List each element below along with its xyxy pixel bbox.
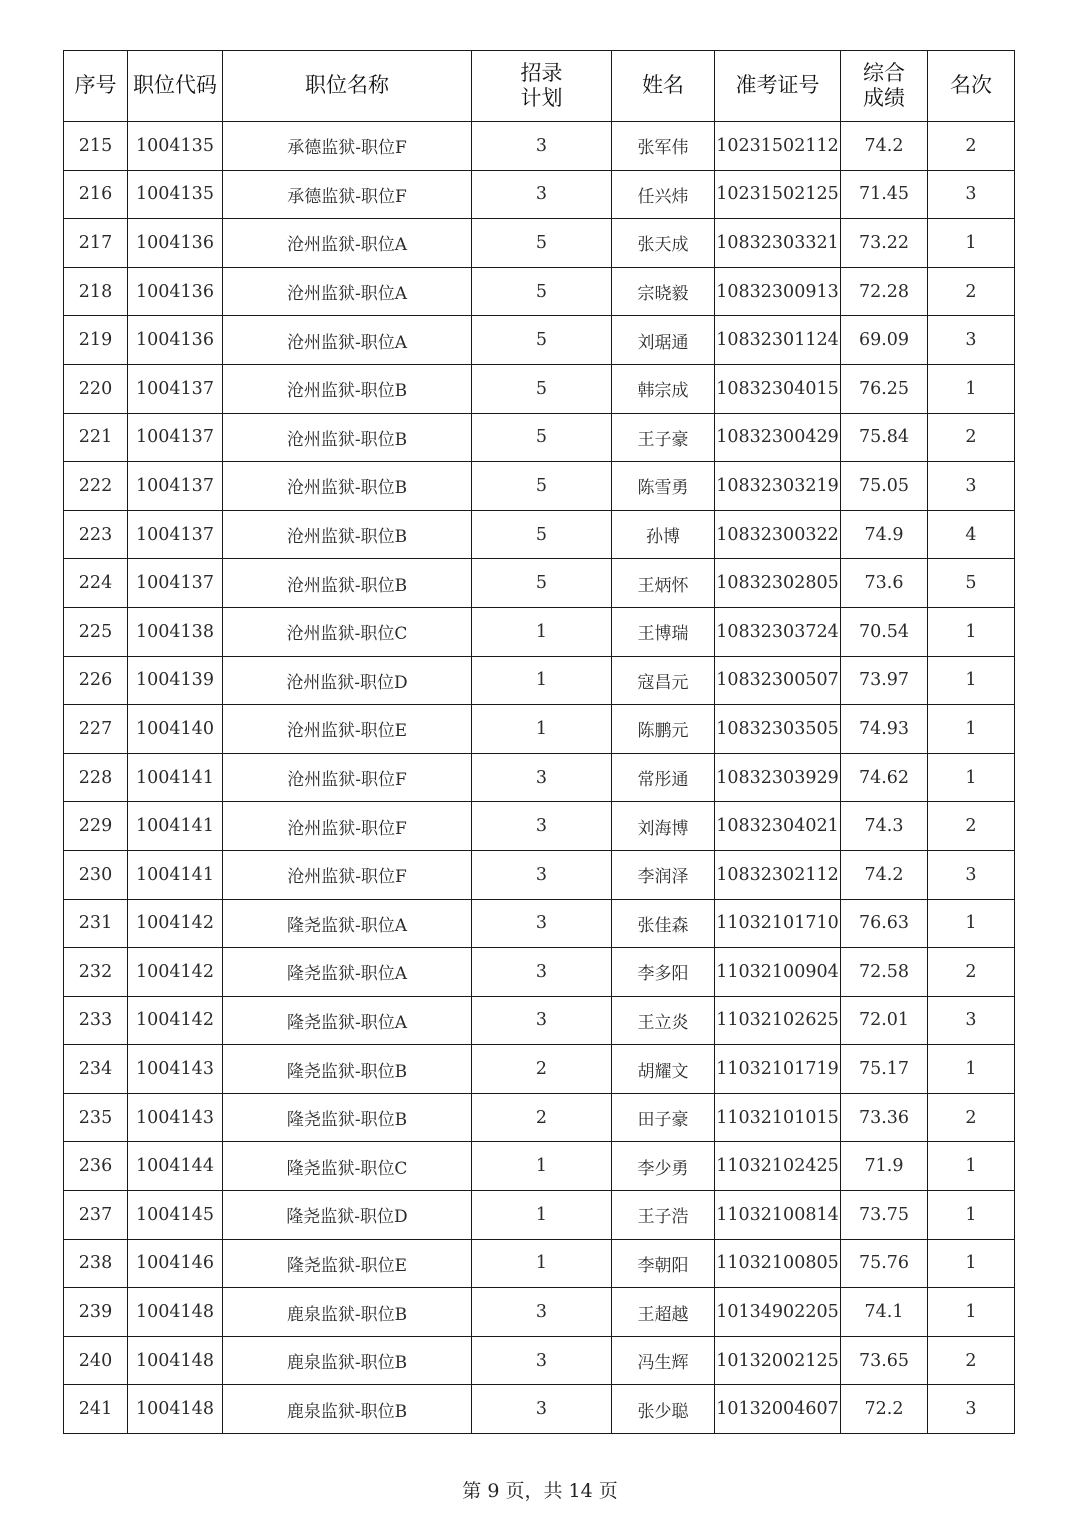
cell-exam-id: 10134902205 xyxy=(715,1288,841,1337)
cell-seq: 239 xyxy=(64,1288,128,1337)
cell-exam-id: 10832304015 xyxy=(715,364,841,413)
cell-position-code: 1004148 xyxy=(128,1336,223,1385)
cell-rank: 2 xyxy=(928,413,1015,462)
cell-position-title: 承德监狱-职位F xyxy=(223,122,472,171)
cell-recruit-plan: 5 xyxy=(472,462,612,511)
cell-score: 76.25 xyxy=(841,364,928,413)
cell-score: 73.75 xyxy=(841,1191,928,1240)
cell-recruit-plan: 1 xyxy=(472,607,612,656)
header-rank: 名次 xyxy=(928,51,1015,122)
table-row xyxy=(64,1142,1015,1191)
cell-position-title: 沧州监狱-职位B xyxy=(223,559,472,608)
cell-score: 73.22 xyxy=(841,219,928,268)
cell-candidate-name: 王超越 xyxy=(612,1288,715,1337)
cell-seq: 224 xyxy=(64,559,128,608)
cell-rank: 2 xyxy=(928,948,1015,997)
cell-position-code: 1004137 xyxy=(128,413,223,462)
cell-rank: 3 xyxy=(928,850,1015,899)
cell-candidate-name: 田子豪 xyxy=(612,1093,715,1142)
cell-exam-id: 11032102625 xyxy=(715,996,841,1045)
cell-position-title: 沧州监狱-职位B xyxy=(223,510,472,559)
cell-candidate-name: 王博瑞 xyxy=(612,607,715,656)
cell-candidate-name: 冯生辉 xyxy=(612,1336,715,1385)
cell-score: 76.63 xyxy=(841,899,928,948)
cell-score: 71.45 xyxy=(841,170,928,219)
cell-score: 74.93 xyxy=(841,705,928,754)
cell-exam-id: 10832303321 xyxy=(715,219,841,268)
header-score xyxy=(841,51,928,122)
cell-position-title: 鹿泉监狱-职位B xyxy=(223,1288,472,1337)
cell-seq: 220 xyxy=(64,364,128,413)
cell-candidate-name: 宗晓毅 xyxy=(612,267,715,316)
cell-candidate-name: 李多阳 xyxy=(612,948,715,997)
cell-score: 71.9 xyxy=(841,1142,928,1191)
cell-seq: 229 xyxy=(64,802,128,851)
cell-candidate-name: 孙博 xyxy=(612,510,715,559)
cell-position-title: 沧州监狱-职位B xyxy=(223,413,472,462)
cell-exam-id: 10832300429 xyxy=(715,413,841,462)
cell-rank: 1 xyxy=(928,753,1015,802)
cell-recruit-plan: 1 xyxy=(472,1142,612,1191)
table-row xyxy=(64,267,1015,316)
cell-candidate-name: 张佳森 xyxy=(612,899,715,948)
table-row xyxy=(64,364,1015,413)
cell-score: 75.76 xyxy=(841,1239,928,1288)
cell-recruit-plan: 3 xyxy=(472,1385,612,1434)
cell-position-title: 沧州监狱-职位B xyxy=(223,462,472,511)
cell-position-title: 隆尧监狱-职位B xyxy=(223,1093,472,1142)
cell-candidate-name: 李润泽 xyxy=(612,850,715,899)
cell-rank: 1 xyxy=(928,656,1015,705)
header-plan xyxy=(472,51,612,122)
header-code: 职位代码 xyxy=(128,51,223,122)
table-row xyxy=(64,802,1015,851)
header-plan-line2: 计划 xyxy=(520,86,563,110)
cell-candidate-name: 李朝阳 xyxy=(612,1239,715,1288)
cell-rank: 1 xyxy=(928,1142,1015,1191)
cell-seq: 240 xyxy=(64,1336,128,1385)
cell-recruit-plan: 1 xyxy=(472,705,612,754)
cell-position-code: 1004141 xyxy=(128,850,223,899)
cell-position-code: 1004146 xyxy=(128,1239,223,1288)
cell-seq: 237 xyxy=(64,1191,128,1240)
cell-position-title: 沧州监狱-职位C xyxy=(223,607,472,656)
table-row xyxy=(64,899,1015,948)
table-header xyxy=(64,51,1015,122)
cell-recruit-plan: 3 xyxy=(472,1336,612,1385)
table-row xyxy=(64,607,1015,656)
cell-exam-id: 10832300507 xyxy=(715,656,841,705)
cell-rank: 1 xyxy=(928,1288,1015,1337)
cell-exam-id: 10832303724 xyxy=(715,607,841,656)
cell-candidate-name: 张军伟 xyxy=(612,122,715,171)
table-row xyxy=(64,656,1015,705)
page-footer xyxy=(0,1476,1080,1503)
header-exam-id: 准考证号 xyxy=(715,51,841,122)
cell-position-code: 1004136 xyxy=(128,267,223,316)
cell-position-title: 隆尧监狱-职位C xyxy=(223,1142,472,1191)
cell-seq: 219 xyxy=(64,316,128,365)
cell-exam-id: 11032101719 xyxy=(715,1045,841,1094)
cell-exam-id: 10832302112 xyxy=(715,850,841,899)
cell-candidate-name: 韩宗成 xyxy=(612,364,715,413)
cell-score: 73.36 xyxy=(841,1093,928,1142)
cell-candidate-name: 王立炎 xyxy=(612,996,715,1045)
results-table xyxy=(63,50,1015,1434)
cell-seq: 223 xyxy=(64,510,128,559)
table-row xyxy=(64,705,1015,754)
cell-exam-id: 10832303505 xyxy=(715,705,841,754)
table-row xyxy=(64,1093,1015,1142)
cell-seq: 217 xyxy=(64,219,128,268)
cell-exam-id: 11032102425 xyxy=(715,1142,841,1191)
table-row xyxy=(64,413,1015,462)
cell-candidate-name: 陈鹏元 xyxy=(612,705,715,754)
cell-candidate-name: 王炳怀 xyxy=(612,559,715,608)
cell-score: 72.2 xyxy=(841,1385,928,1434)
cell-rank: 1 xyxy=(928,364,1015,413)
cell-rank: 5 xyxy=(928,559,1015,608)
cell-rank: 1 xyxy=(928,1191,1015,1240)
cell-exam-id: 10832302805 xyxy=(715,559,841,608)
cell-exam-id: 10132002125 xyxy=(715,1336,841,1385)
cell-recruit-plan: 1 xyxy=(472,656,612,705)
cell-recruit-plan: 1 xyxy=(472,1191,612,1240)
cell-position-code: 1004141 xyxy=(128,802,223,851)
cell-candidate-name: 张天成 xyxy=(612,219,715,268)
cell-position-code: 1004142 xyxy=(128,899,223,948)
cell-exam-id: 10832301124 xyxy=(715,316,841,365)
cell-rank: 1 xyxy=(928,1045,1015,1094)
header-row xyxy=(64,51,1015,122)
cell-seq: 222 xyxy=(64,462,128,511)
cell-recruit-plan: 5 xyxy=(472,316,612,365)
cell-rank: 1 xyxy=(928,607,1015,656)
cell-candidate-name: 刘海博 xyxy=(612,802,715,851)
table-row xyxy=(64,559,1015,608)
cell-seq: 236 xyxy=(64,1142,128,1191)
cell-rank: 3 xyxy=(928,462,1015,511)
cell-position-code: 1004141 xyxy=(128,753,223,802)
cell-seq: 233 xyxy=(64,996,128,1045)
cell-position-code: 1004148 xyxy=(128,1288,223,1337)
cell-rank: 3 xyxy=(928,170,1015,219)
cell-seq: 235 xyxy=(64,1093,128,1142)
cell-position-code: 1004136 xyxy=(128,316,223,365)
header-name: 姓名 xyxy=(612,51,715,122)
cell-position-title: 隆尧监狱-职位A xyxy=(223,899,472,948)
cell-rank: 4 xyxy=(928,510,1015,559)
cell-position-code: 1004137 xyxy=(128,559,223,608)
cell-seq: 215 xyxy=(64,122,128,171)
cell-position-code: 1004148 xyxy=(128,1385,223,1434)
cell-recruit-plan: 3 xyxy=(472,802,612,851)
table-row xyxy=(64,1191,1015,1240)
cell-position-code: 1004143 xyxy=(128,1045,223,1094)
cell-position-title: 沧州监狱-职位D xyxy=(223,656,472,705)
table-row xyxy=(64,948,1015,997)
cell-recruit-plan: 1 xyxy=(472,1239,612,1288)
cell-position-code: 1004142 xyxy=(128,996,223,1045)
cell-position-title: 隆尧监狱-职位A xyxy=(223,948,472,997)
cell-exam-id: 10832300322 xyxy=(715,510,841,559)
cell-seq: 225 xyxy=(64,607,128,656)
cell-rank: 2 xyxy=(928,802,1015,851)
cell-seq: 238 xyxy=(64,1239,128,1288)
cell-position-code: 1004137 xyxy=(128,510,223,559)
cell-recruit-plan: 2 xyxy=(472,1045,612,1094)
cell-recruit-plan: 5 xyxy=(472,559,612,608)
cell-score: 74.9 xyxy=(841,510,928,559)
cell-score: 74.62 xyxy=(841,753,928,802)
cell-rank: 1 xyxy=(928,899,1015,948)
header-title: 职位名称 xyxy=(223,51,472,122)
cell-candidate-name: 刘琚通 xyxy=(612,316,715,365)
header-plan-line1: 招录 xyxy=(520,60,563,85)
cell-score: 75.05 xyxy=(841,462,928,511)
table-row xyxy=(64,510,1015,559)
cell-recruit-plan: 3 xyxy=(472,850,612,899)
cell-recruit-plan: 5 xyxy=(472,219,612,268)
cell-rank: 2 xyxy=(928,1093,1015,1142)
table-row xyxy=(64,996,1015,1045)
cell-seq: 216 xyxy=(64,170,128,219)
cell-candidate-name: 任兴炜 xyxy=(612,170,715,219)
cell-recruit-plan: 2 xyxy=(472,1093,612,1142)
table-row xyxy=(64,1239,1015,1288)
cell-recruit-plan: 5 xyxy=(472,364,612,413)
cell-exam-id: 11032100814 xyxy=(715,1191,841,1240)
cell-position-code: 1004145 xyxy=(128,1191,223,1240)
cell-rank: 1 xyxy=(928,1239,1015,1288)
table-row xyxy=(64,122,1015,171)
cell-position-code: 1004139 xyxy=(128,656,223,705)
cell-exam-id: 10832304021 xyxy=(715,802,841,851)
header-seq: 序号 xyxy=(64,51,128,122)
cell-candidate-name: 张少聪 xyxy=(612,1385,715,1434)
cell-position-title: 沧州监狱-职位F xyxy=(223,802,472,851)
cell-recruit-plan: 5 xyxy=(472,267,612,316)
cell-exam-id: 11032101710 xyxy=(715,899,841,948)
cell-candidate-name: 陈雪勇 xyxy=(612,462,715,511)
cell-rank: 3 xyxy=(928,1385,1015,1434)
cell-score: 74.1 xyxy=(841,1288,928,1337)
cell-candidate-name: 常彤通 xyxy=(612,753,715,802)
cell-recruit-plan: 3 xyxy=(472,1288,612,1337)
cell-seq: 227 xyxy=(64,705,128,754)
cell-position-code: 1004140 xyxy=(128,705,223,754)
cell-exam-id: 11032100805 xyxy=(715,1239,841,1288)
cell-exam-id: 10832303929 xyxy=(715,753,841,802)
table-row xyxy=(64,1336,1015,1385)
cell-position-title: 沧州监狱-职位A xyxy=(223,219,472,268)
cell-seq: 241 xyxy=(64,1385,128,1434)
cell-seq: 228 xyxy=(64,753,128,802)
cell-position-title: 鹿泉监狱-职位B xyxy=(223,1385,472,1434)
cell-score: 74.3 xyxy=(841,802,928,851)
cell-position-title: 鹿泉监狱-职位B xyxy=(223,1336,472,1385)
cell-rank: 2 xyxy=(928,267,1015,316)
cell-seq: 226 xyxy=(64,656,128,705)
table-row xyxy=(64,1385,1015,1434)
cell-score: 75.17 xyxy=(841,1045,928,1094)
cell-candidate-name: 胡耀文 xyxy=(612,1045,715,1094)
cell-exam-id: 10832300913 xyxy=(715,267,841,316)
table-row xyxy=(64,316,1015,365)
cell-recruit-plan: 3 xyxy=(472,948,612,997)
header-score-line1: 综合 xyxy=(863,60,905,85)
cell-exam-id: 11032100904 xyxy=(715,948,841,997)
cell-score: 73.6 xyxy=(841,559,928,608)
cell-score: 70.54 xyxy=(841,607,928,656)
table-row xyxy=(64,219,1015,268)
cell-rank: 3 xyxy=(928,996,1015,1045)
cell-position-code: 1004136 xyxy=(128,219,223,268)
cell-rank: 1 xyxy=(928,219,1015,268)
cell-position-title: 隆尧监狱-职位E xyxy=(223,1239,472,1288)
cell-recruit-plan: 3 xyxy=(472,753,612,802)
cell-candidate-name: 李少勇 xyxy=(612,1142,715,1191)
cell-score: 72.28 xyxy=(841,267,928,316)
cell-rank: 2 xyxy=(928,1336,1015,1385)
table-row xyxy=(64,850,1015,899)
cell-candidate-name: 寇昌元 xyxy=(612,656,715,705)
table-row xyxy=(64,1288,1015,1337)
cell-position-code: 1004142 xyxy=(128,948,223,997)
page-number-text: 第 9 页，共 14 页 xyxy=(462,1480,618,1502)
cell-position-code: 1004137 xyxy=(128,364,223,413)
cell-position-code: 1004137 xyxy=(128,462,223,511)
cell-rank: 1 xyxy=(928,705,1015,754)
table-row xyxy=(64,462,1015,511)
cell-recruit-plan: 3 xyxy=(472,899,612,948)
header-score-line2: 成绩 xyxy=(863,86,905,110)
table-body xyxy=(64,122,1015,1434)
cell-position-title: 隆尧监狱-职位A xyxy=(223,996,472,1045)
cell-score: 75.84 xyxy=(841,413,928,462)
cell-exam-id: 10231502125 xyxy=(715,170,841,219)
cell-recruit-plan: 3 xyxy=(472,170,612,219)
cell-score: 74.2 xyxy=(841,850,928,899)
cell-recruit-plan: 5 xyxy=(472,510,612,559)
cell-position-code: 1004143 xyxy=(128,1093,223,1142)
cell-seq: 234 xyxy=(64,1045,128,1094)
cell-rank: 2 xyxy=(928,122,1015,171)
cell-position-title: 沧州监狱-职位E xyxy=(223,705,472,754)
cell-seq: 231 xyxy=(64,899,128,948)
cell-position-code: 1004138 xyxy=(128,607,223,656)
cell-recruit-plan: 3 xyxy=(472,996,612,1045)
cell-seq: 232 xyxy=(64,948,128,997)
cell-rank: 3 xyxy=(928,316,1015,365)
cell-candidate-name: 王子豪 xyxy=(612,413,715,462)
cell-position-title: 隆尧监狱-职位B xyxy=(223,1045,472,1094)
cell-seq: 221 xyxy=(64,413,128,462)
cell-exam-id: 10832303219 xyxy=(715,462,841,511)
cell-seq: 218 xyxy=(64,267,128,316)
cell-exam-id: 10231502112 xyxy=(715,122,841,171)
table-row xyxy=(64,170,1015,219)
cell-score: 73.65 xyxy=(841,1336,928,1385)
cell-recruit-plan: 3 xyxy=(472,122,612,171)
cell-score: 69.09 xyxy=(841,316,928,365)
cell-position-title: 承德监狱-职位F xyxy=(223,170,472,219)
cell-position-title: 沧州监狱-职位A xyxy=(223,316,472,365)
cell-position-title: 隆尧监狱-职位D xyxy=(223,1191,472,1240)
cell-position-code: 1004135 xyxy=(128,122,223,171)
cell-exam-id: 11032101015 xyxy=(715,1093,841,1142)
cell-position-title: 沧州监狱-职位B xyxy=(223,364,472,413)
cell-seq: 230 xyxy=(64,850,128,899)
cell-position-title: 沧州监狱-职位F xyxy=(223,753,472,802)
table-row xyxy=(64,1045,1015,1094)
cell-exam-id: 10132004607 xyxy=(715,1385,841,1434)
cell-recruit-plan: 5 xyxy=(472,413,612,462)
cell-score: 72.01 xyxy=(841,996,928,1045)
cell-score: 72.58 xyxy=(841,948,928,997)
cell-candidate-name: 王子浩 xyxy=(612,1191,715,1240)
cell-score: 73.97 xyxy=(841,656,928,705)
cell-position-title: 沧州监狱-职位F xyxy=(223,850,472,899)
table-row xyxy=(64,753,1015,802)
cell-score: 74.2 xyxy=(841,122,928,171)
cell-position-code: 1004144 xyxy=(128,1142,223,1191)
cell-position-code: 1004135 xyxy=(128,170,223,219)
cell-position-title: 沧州监狱-职位A xyxy=(223,267,472,316)
